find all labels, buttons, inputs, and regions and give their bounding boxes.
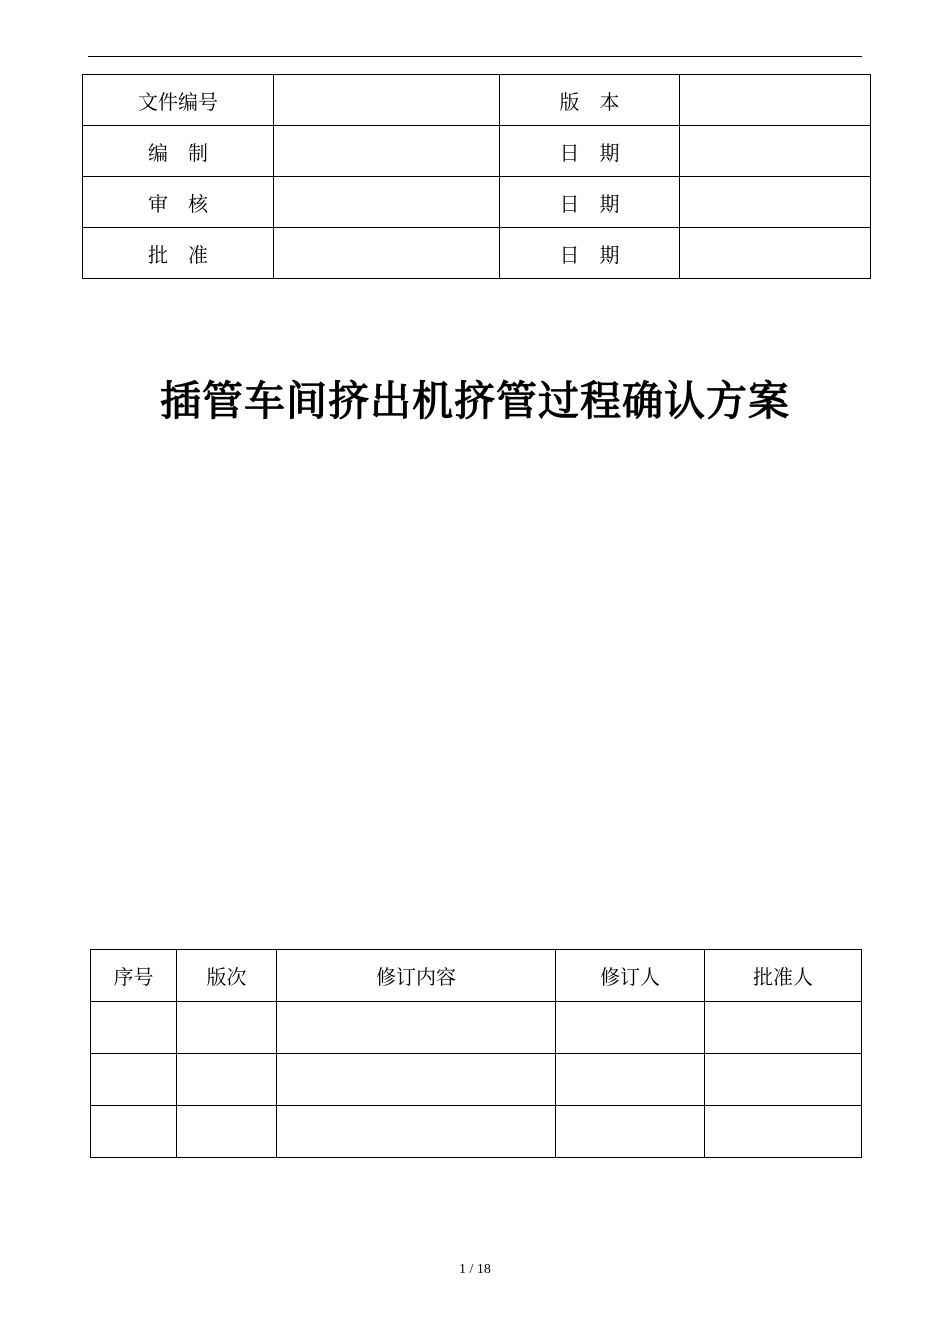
table-row [83, 228, 871, 279]
table-cell [277, 1054, 556, 1106]
page-title: 插管车间挤出机挤管过程确认方案 [160, 377, 790, 425]
table-row [91, 1106, 862, 1158]
date-value [680, 228, 871, 279]
date-value [680, 177, 871, 228]
table-cell [177, 1054, 277, 1106]
table-cell [705, 1054, 862, 1106]
table-cell [556, 1054, 705, 1106]
reviewed-by-value [274, 177, 500, 228]
column-header-content: 修订内容 [277, 950, 556, 1002]
version-value [680, 75, 871, 126]
table-cell [91, 1002, 177, 1054]
table-cell [91, 1054, 177, 1106]
document-info-table [82, 74, 871, 279]
table-cell [556, 1106, 705, 1158]
table-cell [277, 1002, 556, 1054]
column-header-reviser: 修订人 [556, 950, 705, 1002]
table-cell [556, 1002, 705, 1054]
date-value [680, 126, 871, 177]
column-header-version: 版次 [177, 950, 277, 1002]
table-row [91, 1054, 862, 1106]
doc-number-label: 文件编号 [83, 75, 274, 126]
table-header-row [91, 950, 862, 1002]
table-row [83, 126, 871, 177]
page-number: 1 / 18 [459, 1262, 491, 1277]
approved-by-label: 批 准 [83, 228, 274, 279]
approved-by-value [274, 228, 500, 279]
doc-number-value [274, 75, 500, 126]
version-label: 版 本 [500, 75, 680, 126]
table-row [83, 177, 871, 228]
header-rule [88, 56, 862, 57]
table-cell [705, 1106, 862, 1158]
table-cell [177, 1106, 277, 1158]
table-cell [177, 1002, 277, 1054]
date-label: 日 期 [500, 228, 680, 279]
reviewed-by-label: 审 核 [83, 177, 274, 228]
table-cell [705, 1002, 862, 1054]
date-label: 日 期 [500, 126, 680, 177]
table-cell [277, 1106, 556, 1158]
column-header-seq: 序号 [91, 950, 177, 1002]
table-row [91, 1002, 862, 1054]
table-row [83, 75, 871, 126]
date-label: 日 期 [500, 177, 680, 228]
column-header-approver: 批准人 [705, 950, 862, 1002]
prepared-by-label: 编 制 [83, 126, 274, 177]
prepared-by-value [274, 126, 500, 177]
table-cell [91, 1106, 177, 1158]
revision-history-table [90, 949, 862, 1158]
